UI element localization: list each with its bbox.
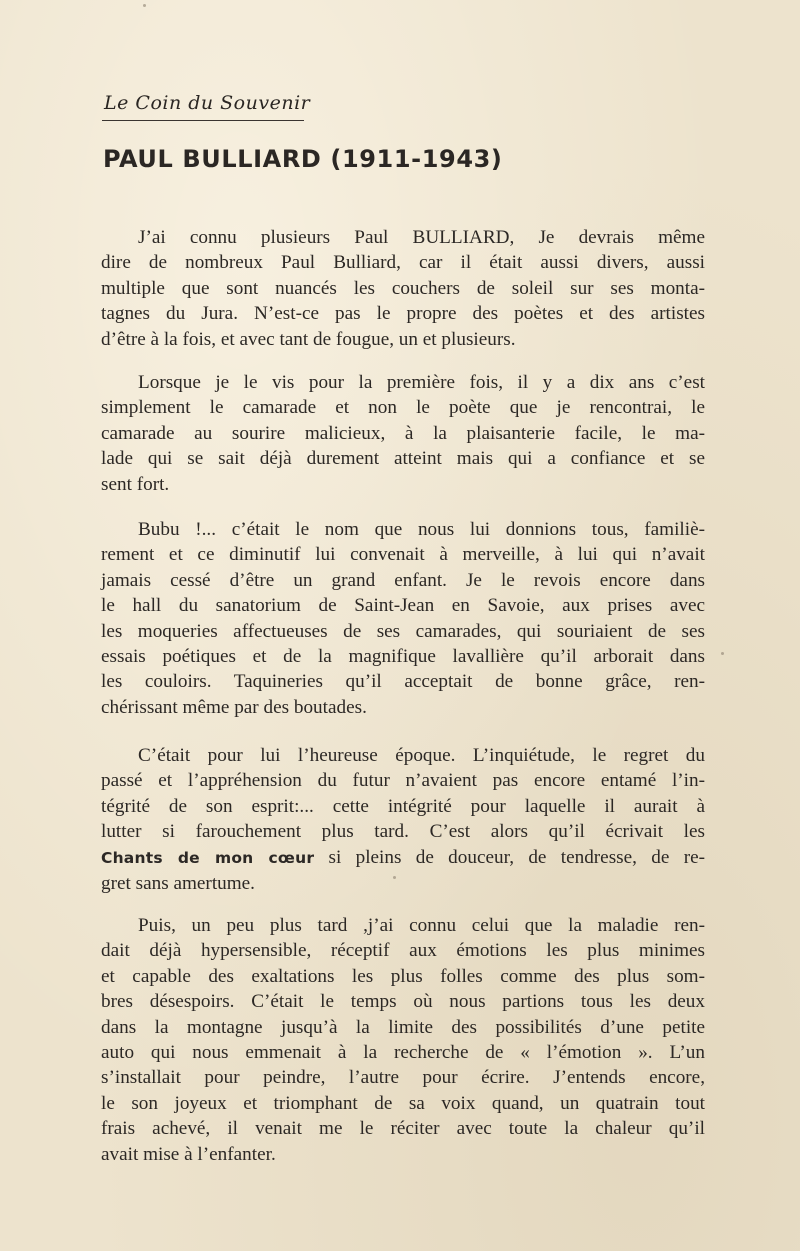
text-line: tégrité de son esprit:... cette intégrité pour laquelle il aurait à bbox=[101, 795, 705, 817]
text-line: passé et l’appréhension du futur n’avaient pas encore entamé l’in- bbox=[101, 770, 705, 792]
text-line: avait mise à l’enfanter. bbox=[101, 1143, 276, 1165]
text-line: J’ai connu plusieurs Paul BULLIARD, Je devrais même bbox=[138, 227, 705, 248]
text-line: le son joyeux et triomphant de sa voix quand, un quatrain tout bbox=[101, 1092, 705, 1114]
paragraph-3 bbox=[101, 517, 705, 720]
text-line: essais poétiques et de la magnifique lavallière qu’il arborait dans bbox=[101, 646, 705, 668]
text-line: rement et ce diminutif lui convenait à merveille, à lui qui n’avait bbox=[101, 544, 705, 566]
text-line: jamais cessé d’être un grand enfant. Je le revois encore dans bbox=[101, 569, 705, 591]
book-title: Chants de mon cœur bbox=[101, 848, 315, 867]
text-line: les moqueries affectueuses de ses camarades, qui souriaient de ses bbox=[101, 620, 705, 642]
text-line: tagnes du Jura. N’est-ce pas le propre des poètes et des artistes bbox=[101, 303, 705, 325]
text-line: gret sans amertume. bbox=[101, 873, 255, 895]
text-line: le hall du sanatorium de Saint-Jean en Savoie, aux prises avec bbox=[101, 595, 705, 617]
paragraph-4 bbox=[101, 743, 705, 896]
article-title: PAUL BULLIARD (1911-1943) bbox=[103, 145, 503, 173]
text-fragment: si pleins de douceur, de tendresse, de re- bbox=[314, 846, 705, 868]
text-line: les couloirs. Taquineries qu’il acceptait de bonne grâce, ren- bbox=[101, 671, 705, 693]
text-line: chérissant même par des boutades. bbox=[101, 696, 367, 718]
paragraph-5 bbox=[101, 913, 705, 1167]
section-underline bbox=[102, 120, 304, 121]
text-line: dire de nombreux Paul Bulliard, car il était aussi divers, aussi bbox=[101, 252, 705, 274]
text-line: bres désespoirs. C’était le temps où nous partions tous les deux bbox=[101, 991, 705, 1013]
text-line: dait déjà hypersensible, réceptif aux émotions les plus minimes bbox=[101, 940, 705, 962]
text-line: dans la montagne jusqu’à la limite des possibilités d’une petite bbox=[101, 1016, 705, 1038]
text-line: et capable des exaltations les plus folles comme des plus som- bbox=[101, 965, 705, 987]
paper-speck bbox=[143, 4, 146, 7]
paper-speck bbox=[721, 652, 724, 655]
section-label: Le Coin du Souvenir bbox=[104, 92, 311, 114]
paragraph-1 bbox=[101, 225, 705, 352]
text-line: frais achevé, il venait me le réciter avec toute la chaleur qu’il bbox=[101, 1118, 705, 1140]
text-line: C’était pour lui l’heureuse époque. L’inquiétude, le regret du bbox=[138, 745, 705, 766]
text-line bbox=[101, 845, 705, 871]
text-line: multiple que sont nuancés les couchers de soleil sur ses monta- bbox=[101, 277, 705, 299]
text-line: simplement le camarade et non le poète que je rencontrai, le bbox=[101, 397, 705, 419]
text-line: Lorsque je le vis pour la première fois, il y a dix ans c’est bbox=[138, 372, 705, 393]
text-line: camarade au sourire malicieux, à la plaisanterie facile, le ma- bbox=[101, 422, 705, 444]
text-line: auto qui nous emmenait à la recherche de « l’émotion ». L’un bbox=[101, 1042, 705, 1064]
text-line: lutter si farouchement plus tard. C’est alors qu’il écrivait les bbox=[101, 821, 705, 843]
text-line: sent fort. bbox=[101, 473, 170, 495]
text-line: Bubu !... c’était le nom que nous lui donnions tous, familiè- bbox=[138, 519, 705, 540]
text-line: lade qui se sait déjà durement atteint mais qui a confiance et se bbox=[101, 448, 705, 470]
paragraph-2 bbox=[101, 370, 705, 497]
text-line: Puis, un peu plus tard ,j’ai connu celui que la maladie ren- bbox=[138, 915, 705, 936]
text-line: d’être à la fois, et avec tant de fougue, un et plusieurs. bbox=[101, 328, 516, 350]
text-line: s’installait pour peindre, l’autre pour écrire. J’entends encore, bbox=[101, 1067, 705, 1089]
